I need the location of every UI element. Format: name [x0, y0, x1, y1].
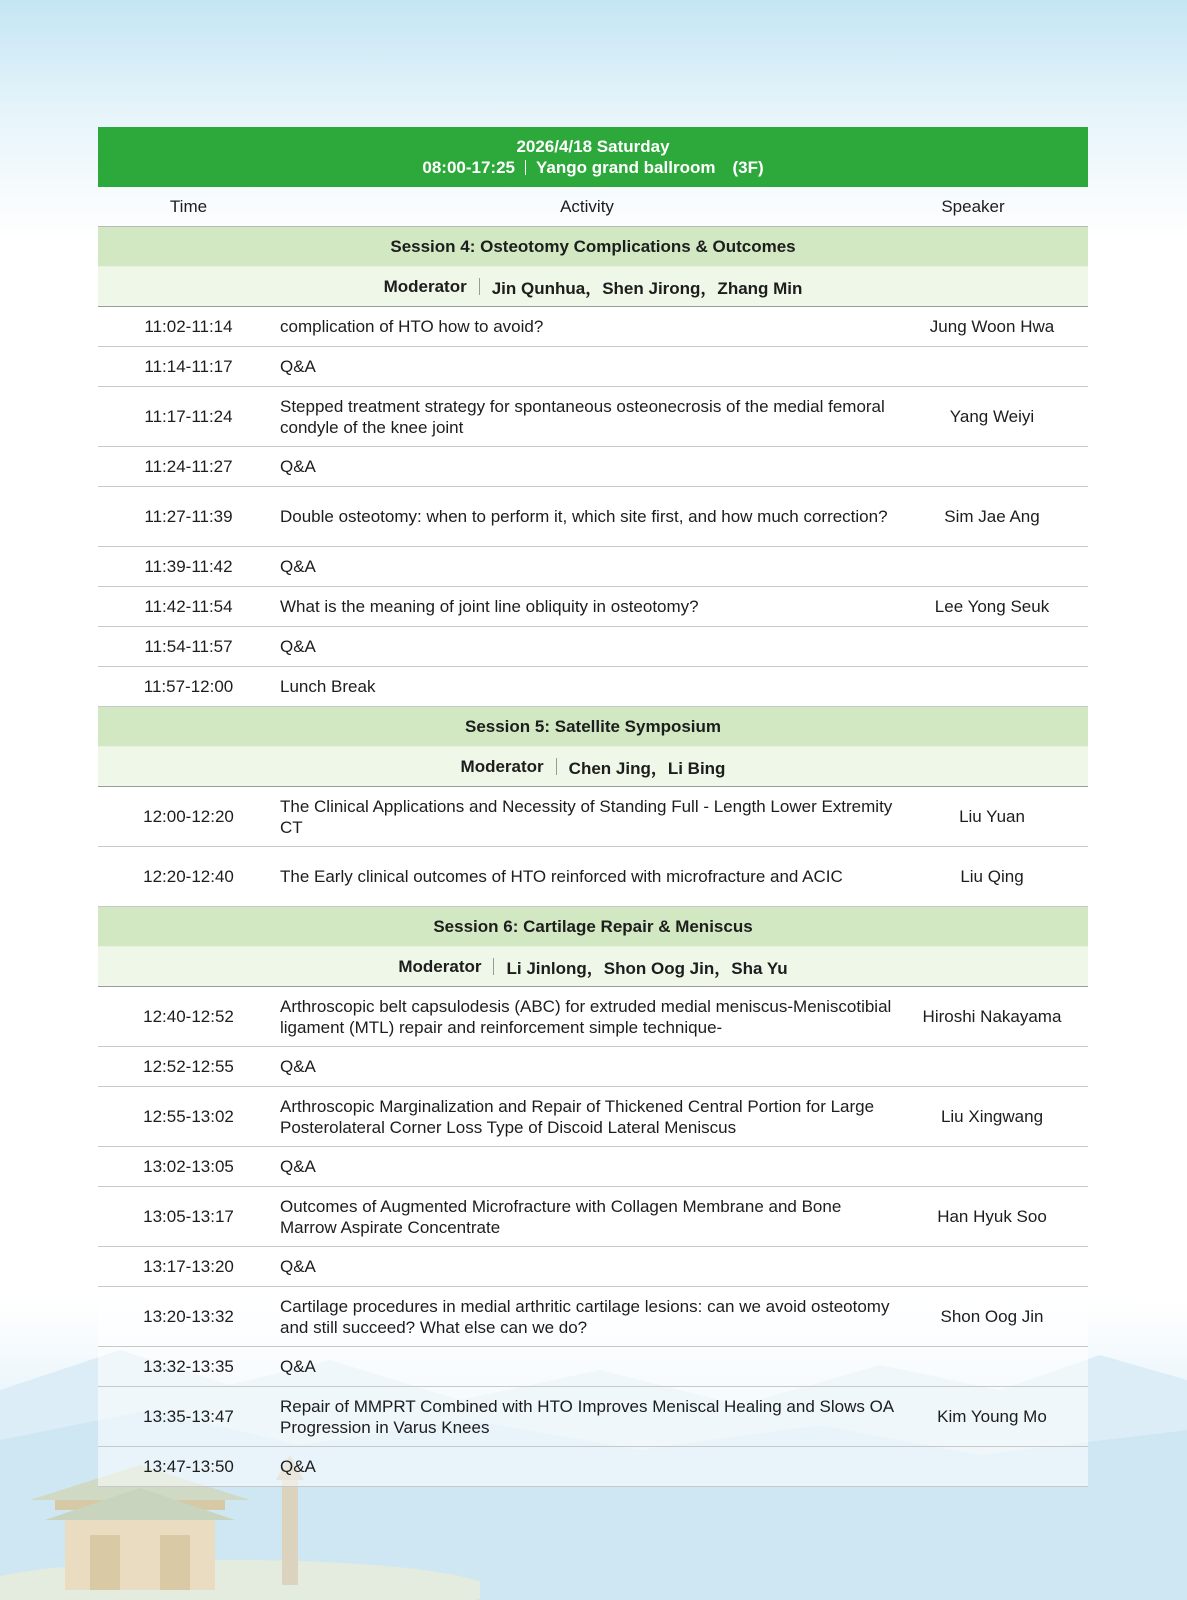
row-time: 12:52-12:55: [143, 1056, 234, 1076]
row-activity: Arthroscopic Marginalization and Repair of Thickened Central Portion for Large Posterolateral Corner Loss Type of Discoid Lateral Meniscus: [280, 1096, 875, 1137]
row-speaker: Jung Woon Hwa: [929, 316, 1055, 336]
row-time: 12:20-12:40: [143, 866, 234, 886]
session-title-row: [98, 907, 1088, 947]
row-activity: Outcomes of Augmented Microfracture with Collagen Membrane and Bone Marrow Aspirate Concentrate: [280, 1196, 842, 1237]
row-activity: Q&A: [280, 357, 316, 376]
row-activity: Lunch Break: [280, 677, 376, 696]
schedule-venue: Yango grand ballroom (3F): [536, 158, 764, 177]
row-activity: Q&A: [280, 1357, 316, 1376]
schedule-row: [98, 347, 1088, 387]
row-activity: What is the meaning of joint line obliquity in osteotomy?: [280, 597, 699, 616]
row-speaker: Sim Jae Ang: [944, 506, 1040, 526]
row-time: 11:14-11:17: [144, 356, 233, 376]
row-time: 11:39-11:42: [144, 556, 233, 576]
row-speaker: Liu Qing: [960, 866, 1024, 886]
row-speaker: Liu Xingwang: [940, 1106, 1044, 1126]
row-time: 13:17-13:20: [143, 1256, 234, 1276]
row-activity: The Early clinical outcomes of HTO reinforced with microfracture and ACIC: [280, 867, 843, 886]
separator: [525, 160, 526, 175]
row-activity: Repair of MMPRT Combined with HTO Improves Meniscal Healing and Slows OA Progression in Varus Knees: [280, 1396, 894, 1437]
session-title: Session 5: Satellite Symposium: [464, 716, 722, 736]
row-activity: Stepped treatment strategy for spontaneous osteonecrosis of the medial femoral condyle of the knee joint: [280, 396, 885, 437]
row-activity: Q&A: [280, 1057, 316, 1076]
row-time: 13:02-13:05: [143, 1156, 234, 1176]
schedule-banner: [98, 127, 1088, 187]
schedule-row: [98, 1447, 1088, 1487]
schedule-row: [98, 987, 1088, 1047]
moderator-names: Li Jinlong，Shon Oog Jin，Sha Yu: [506, 959, 788, 978]
row-time: 12:55-13:02: [143, 1106, 234, 1126]
session-title-row: [98, 227, 1088, 267]
row-activity: Arthroscopic belt capsulodesis (ABC) for extruded medial meniscus-Meniscotibial ligament (MTL) repair and reinforcement simple technique-: [280, 996, 892, 1037]
schedule-row: [98, 627, 1088, 667]
row-time: 13:32-13:35: [143, 1356, 234, 1376]
row-activity: Q&A: [280, 557, 316, 576]
row-activity: Q&A: [280, 637, 316, 656]
column-header-activity: Activity: [560, 196, 614, 216]
moderator-label: Moderator: [383, 276, 467, 296]
separator: [493, 958, 494, 975]
moderator-row: [98, 747, 1088, 787]
row-speaker: Liu Yuan: [959, 806, 1025, 826]
row-speaker: Han Hyuk Soo: [937, 1206, 1047, 1226]
row-activity: complication of HTO how to avoid?: [280, 317, 544, 336]
row-time: 11:27-11:39: [144, 506, 233, 526]
column-header-time: Time: [169, 196, 208, 216]
row-activity: Q&A: [280, 457, 316, 476]
schedule-time-venue: [98, 157, 1088, 178]
schedule-row: [98, 1387, 1088, 1447]
moderator-row: [98, 947, 1088, 987]
schedule-date: 2026/4/18 Saturday: [516, 137, 670, 156]
schedule-table: [98, 127, 1088, 1487]
row-time: 11:54-11:57: [144, 636, 233, 656]
schedule-row: [98, 787, 1088, 847]
schedule-row: [98, 1147, 1088, 1187]
row-activity: Q&A: [280, 1457, 316, 1476]
row-time: 11:57-12:00: [143, 676, 234, 696]
row-time: 11:02-11:14: [144, 316, 233, 336]
row-time: 12:40-12:52: [143, 1006, 234, 1026]
schedule-row: [98, 1187, 1088, 1247]
row-activity: Double osteotomy: when to perform it, which site first, and how much correction?: [280, 507, 888, 526]
schedule-row: [98, 847, 1088, 907]
moderator-names: Chen Jing，Li Bing: [568, 759, 726, 778]
row-speaker: Yang Weiyi: [949, 406, 1035, 426]
row-activity: Q&A: [280, 1157, 316, 1176]
schedule-row: [98, 1047, 1088, 1087]
row-speaker: Lee Yong Seuk: [934, 596, 1050, 616]
schedule-row: [98, 447, 1088, 487]
row-time: 11:24-11:27: [144, 456, 233, 476]
schedule-row: [98, 487, 1088, 547]
column-header-speaker: Speaker: [941, 196, 1005, 216]
row-time: 11:17-11:24: [144, 406, 233, 426]
session-title-row: [98, 707, 1088, 747]
schedule-row: [98, 1087, 1088, 1147]
schedule-row: [98, 1347, 1088, 1387]
row-speaker: Kim Young Mo: [937, 1406, 1047, 1426]
row-activity: Cartilage procedures in medial arthritic cartilage lesions: can we avoid osteotomy and still succeed? What else can we do?: [280, 1296, 890, 1337]
row-speaker: Shon Oog Jin: [940, 1306, 1044, 1326]
moderator-label: Moderator: [460, 756, 544, 776]
row-time: 13:35-13:47: [143, 1406, 234, 1426]
row-time: 13:05-13:17: [143, 1206, 234, 1226]
row-activity: The Clinical Applications and Necessity of Standing Full - Length Lower Extremity CT: [280, 796, 893, 837]
schedule-row: [98, 587, 1088, 627]
session-title: Session 4: Osteotomy Complications & Outcomes: [390, 236, 796, 256]
schedule-row: [98, 1247, 1088, 1287]
row-time: 13:20-13:32: [143, 1306, 234, 1326]
row-activity: Q&A: [280, 1257, 316, 1276]
row-speaker: Hiroshi Nakayama: [922, 1006, 1062, 1026]
moderator-row: [98, 267, 1088, 307]
separator: [556, 758, 557, 775]
session-title: Session 6: Cartilage Repair & Meniscus: [433, 916, 753, 936]
schedule-row: [98, 387, 1088, 447]
schedule-row: [98, 547, 1088, 587]
column-header-row: [98, 187, 1088, 227]
schedule-row: [98, 1287, 1088, 1347]
moderator-names: Jin Qunhua，Shen Jirong，Zhang Min: [491, 279, 803, 298]
row-time: 13:47-13:50: [143, 1456, 234, 1476]
moderator-label: Moderator: [398, 956, 482, 976]
schedule-body: [98, 227, 1088, 1487]
row-time: 11:42-11:54: [144, 596, 233, 616]
row-time: 12:00-12:20: [143, 806, 234, 826]
schedule-row: [98, 667, 1088, 707]
separator: [479, 278, 480, 295]
schedule-time-range: 08:00-17:25: [422, 158, 515, 177]
schedule-row: [98, 307, 1088, 347]
